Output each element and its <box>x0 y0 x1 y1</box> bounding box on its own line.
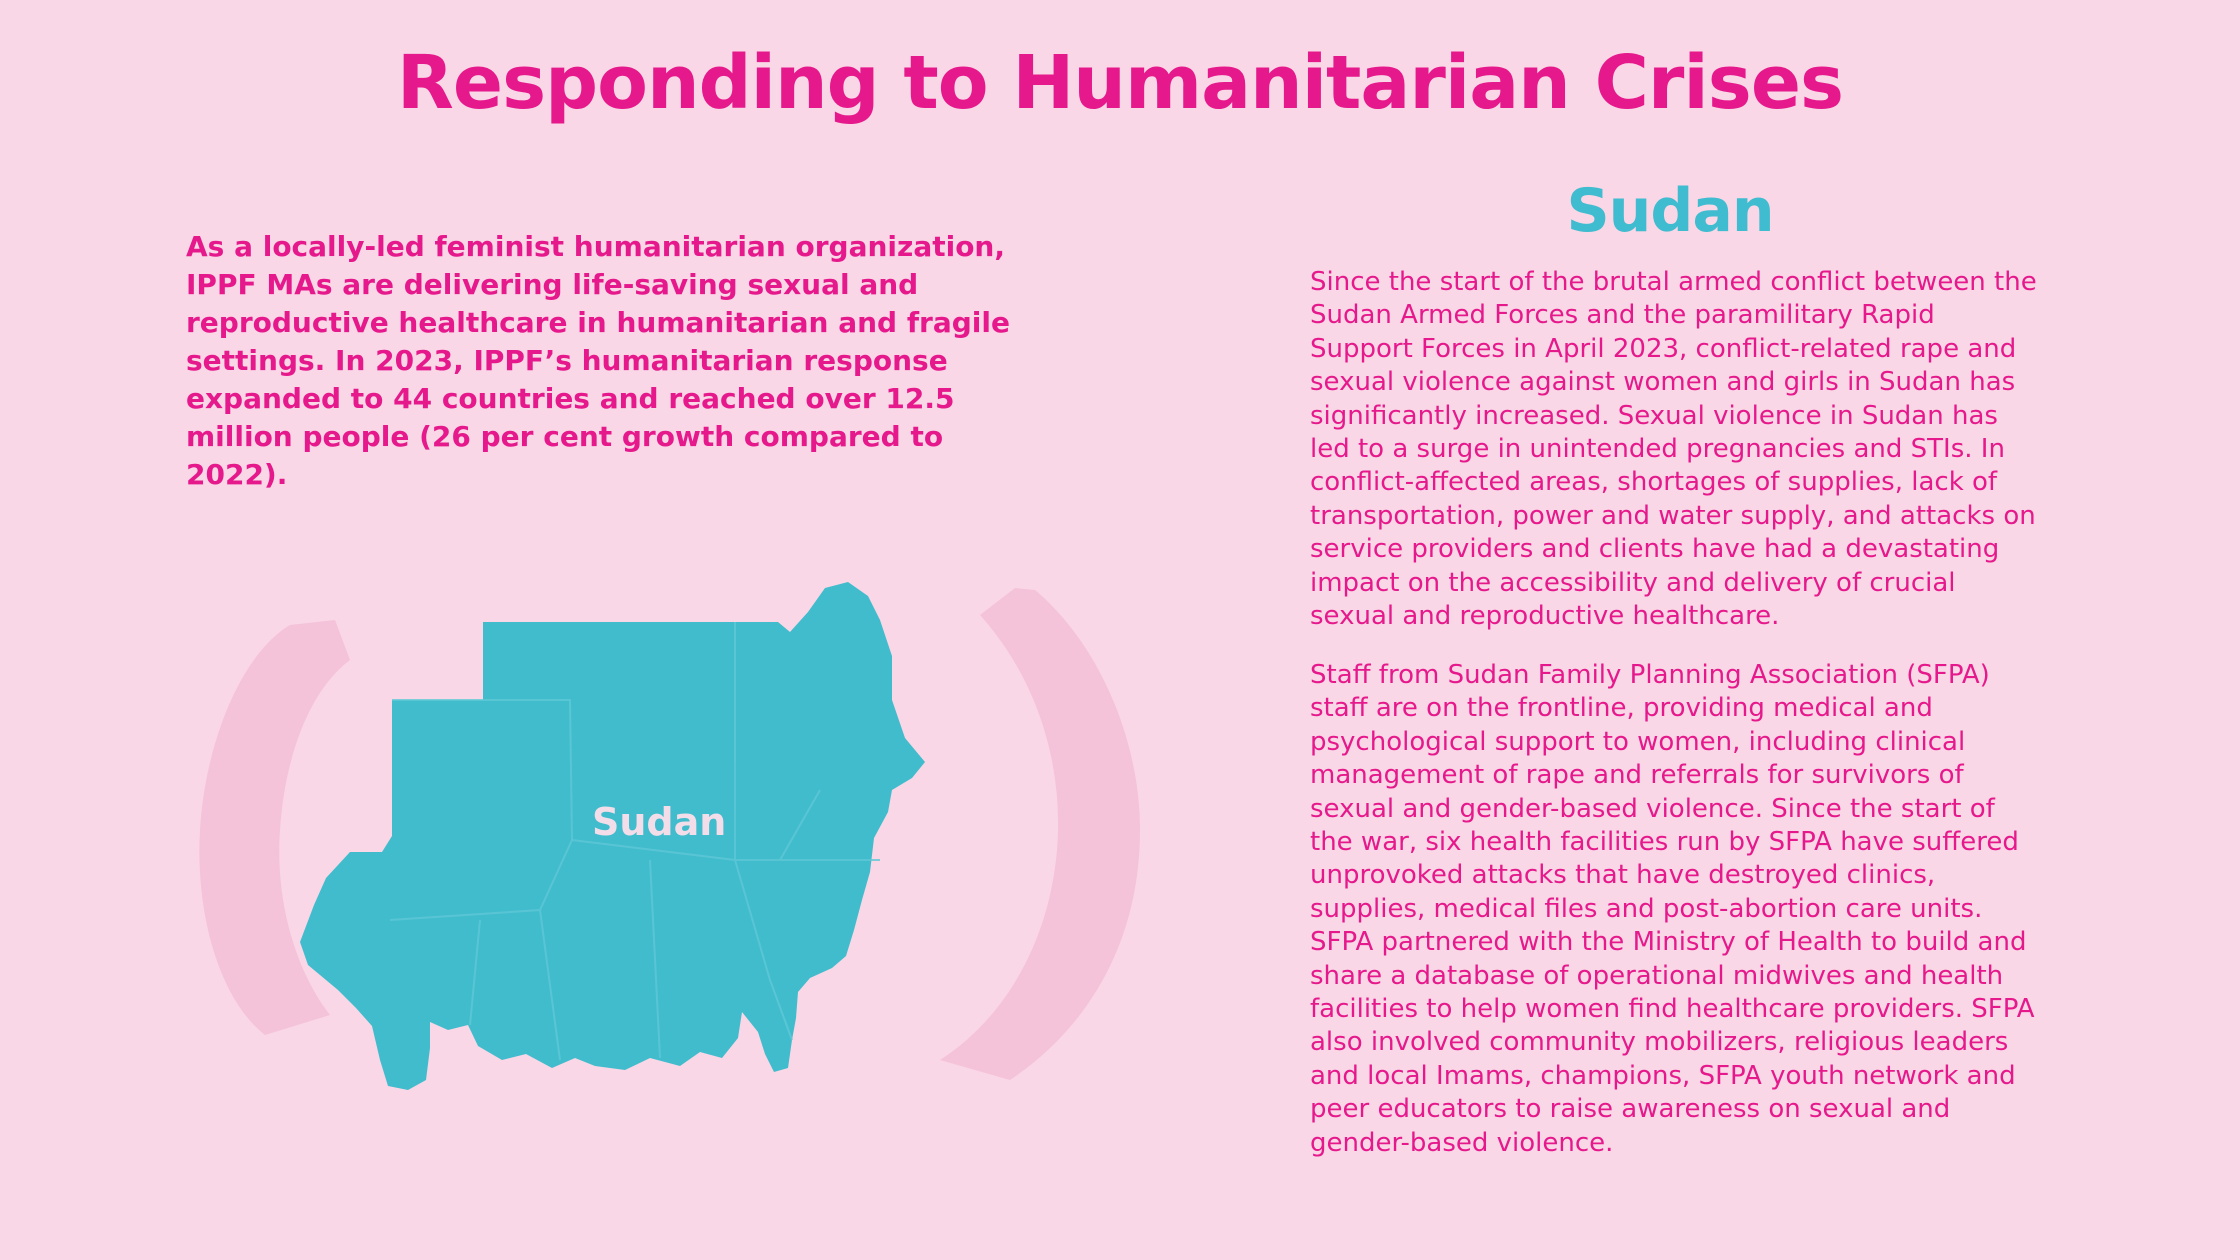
body-paragraph: Staff from Sudan Family Planning Association (SFPA) staff are on the frontline, providing medical and psychological support to women, including clinical management of rape and referrals for survivors of sexual and gender-based violence. Since the start of the war, six health facilities run by SFPA have suffered unprovoked attacks that have destroyed clinics, supplies, medical files and post-abortion care units. SFPA partnered with the Ministry of Health to build and share a database of operational midwives and health facilities to help women find healthcare providers. SFPA also involved community mobilizers, religious leaders and local Imams, champions, SFPA youth network and peer educators to raise awareness on sexual and gender-based violence. <box>1310 660 2035 1158</box>
map-country-label: Sudan <box>592 800 727 844</box>
body-paragraph: Since the start of the brutal armed conflict between the Sudan Armed Forces and the paramilitary Rapid Support Forces in April 2023, conflict-related rape and sexual violence against women and girls in Sudan has significantly increased. Sexual violence in Sudan has led to a surge in unintended pregnancies and STIs. In conflict-affected areas, shortages of supplies, lack of transportation, power and water supply, and attacks on service providers and clients have had a devastating impact on the accessibility and delivery of crucial sexual and reproductive healthcare. <box>1310 267 2037 632</box>
page-title: Responding to Humanitarian Crises <box>396 40 1844 126</box>
right-bracket-decoration <box>940 588 1140 1080</box>
sudan-map <box>180 560 1160 1120</box>
intro-text: As a locally-led feminist humanitarian organization, IPPF MAs are delivering life-saving sexual and reproductive healthcare in humanitarian and fragile settings. In 2023, IPPF’s humanitarian response expanded to 44 countries and reached over 12.5 million people (26 per cent growth compared to 2022). <box>186 230 1010 491</box>
country-heading: Sudan <box>1566 176 1774 246</box>
